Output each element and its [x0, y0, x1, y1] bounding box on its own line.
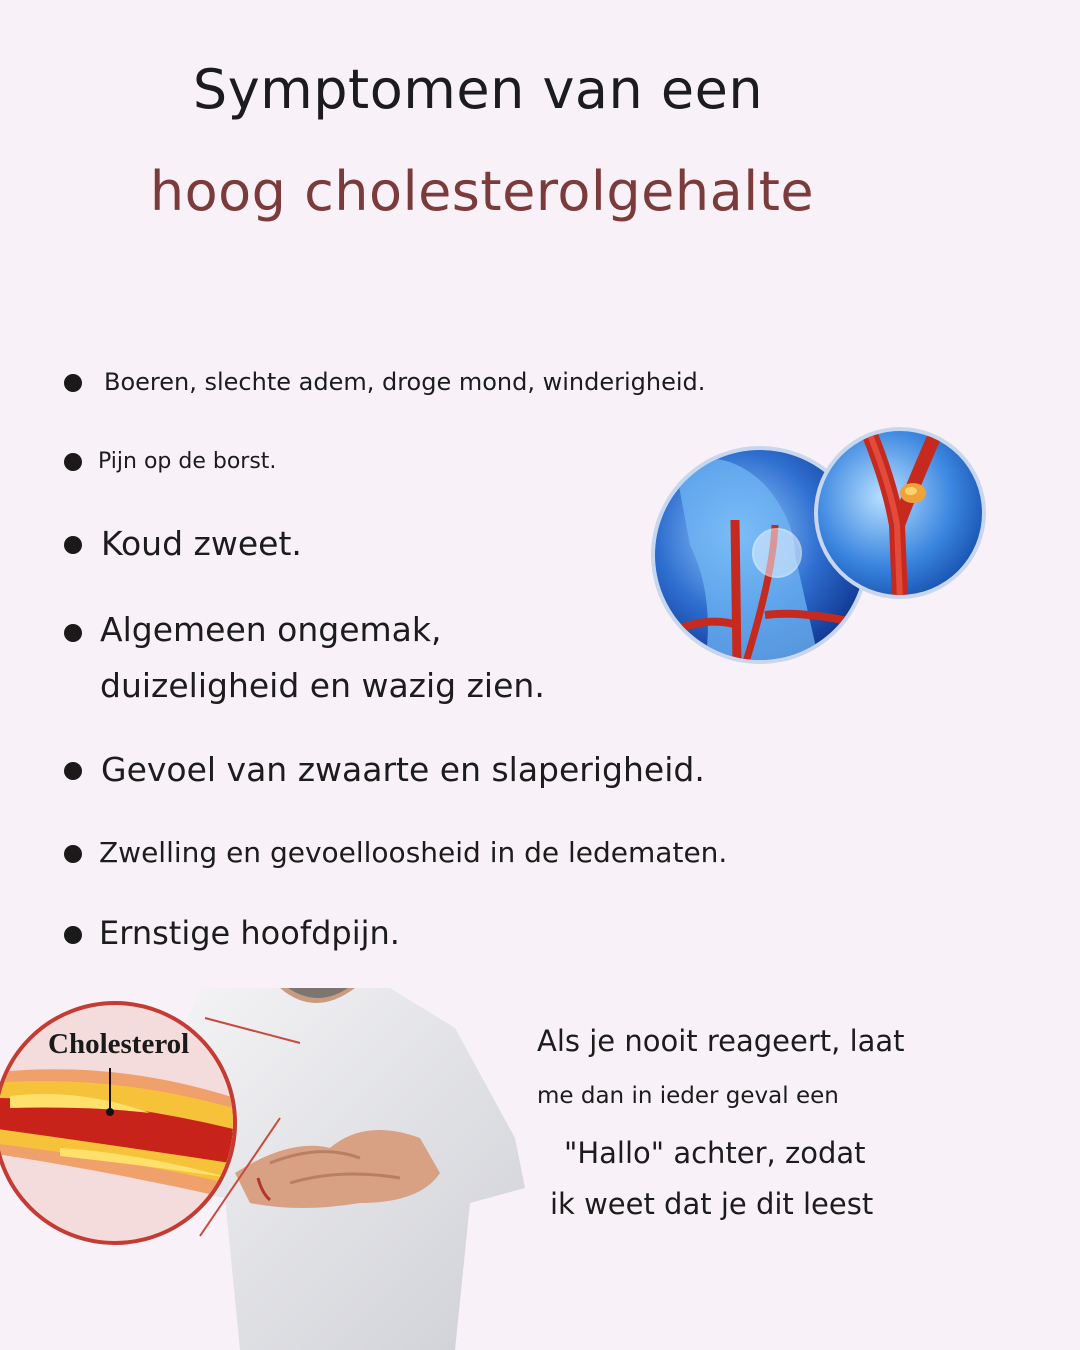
- page-title-line-2: hoog cholesterolgehalte: [149, 160, 815, 223]
- symptom-text: Koud zweet.: [101, 524, 302, 563]
- bullet-icon: [64, 624, 82, 642]
- page-title-line-1: Symptomen van een: [192, 58, 764, 121]
- bullet-icon: [64, 762, 82, 780]
- symptom-text: Boeren, slechte adem, droge mond, winderigheid.: [104, 368, 706, 396]
- symptom-text: Zwelling en gevoelloosheid in de ledematen.: [99, 836, 728, 869]
- symptom-text: Pijn op de borst.: [98, 449, 277, 474]
- carotid-artery-illustration: [645, 425, 995, 675]
- closing-line-4: ik weet dat je dit leest: [550, 1187, 874, 1221]
- closing-line-1: Als je nooit reageert, laat: [537, 1024, 905, 1058]
- closing-line-2: me dan in ieder geval een: [537, 1083, 839, 1109]
- symptom-text: Ernstige hoofdpijn.: [99, 914, 400, 952]
- symptom-text-line-2: duizeligheid en wazig zien.: [100, 666, 545, 705]
- symptom-text-line-1: Algemeen ongemak,: [100, 610, 442, 649]
- bullet-icon: [64, 536, 82, 554]
- bullet-icon: [64, 845, 82, 863]
- symptom-text: Gevoel van zwaarte en slaperigheid.: [101, 750, 705, 789]
- bullet-icon: [64, 926, 82, 944]
- cholesterol-label: Cholesterol: [48, 1028, 190, 1060]
- bullet-icon: [64, 374, 82, 392]
- bullet-icon: [64, 453, 82, 471]
- closing-line-3: "Hallo" achter, zodat: [564, 1136, 866, 1170]
